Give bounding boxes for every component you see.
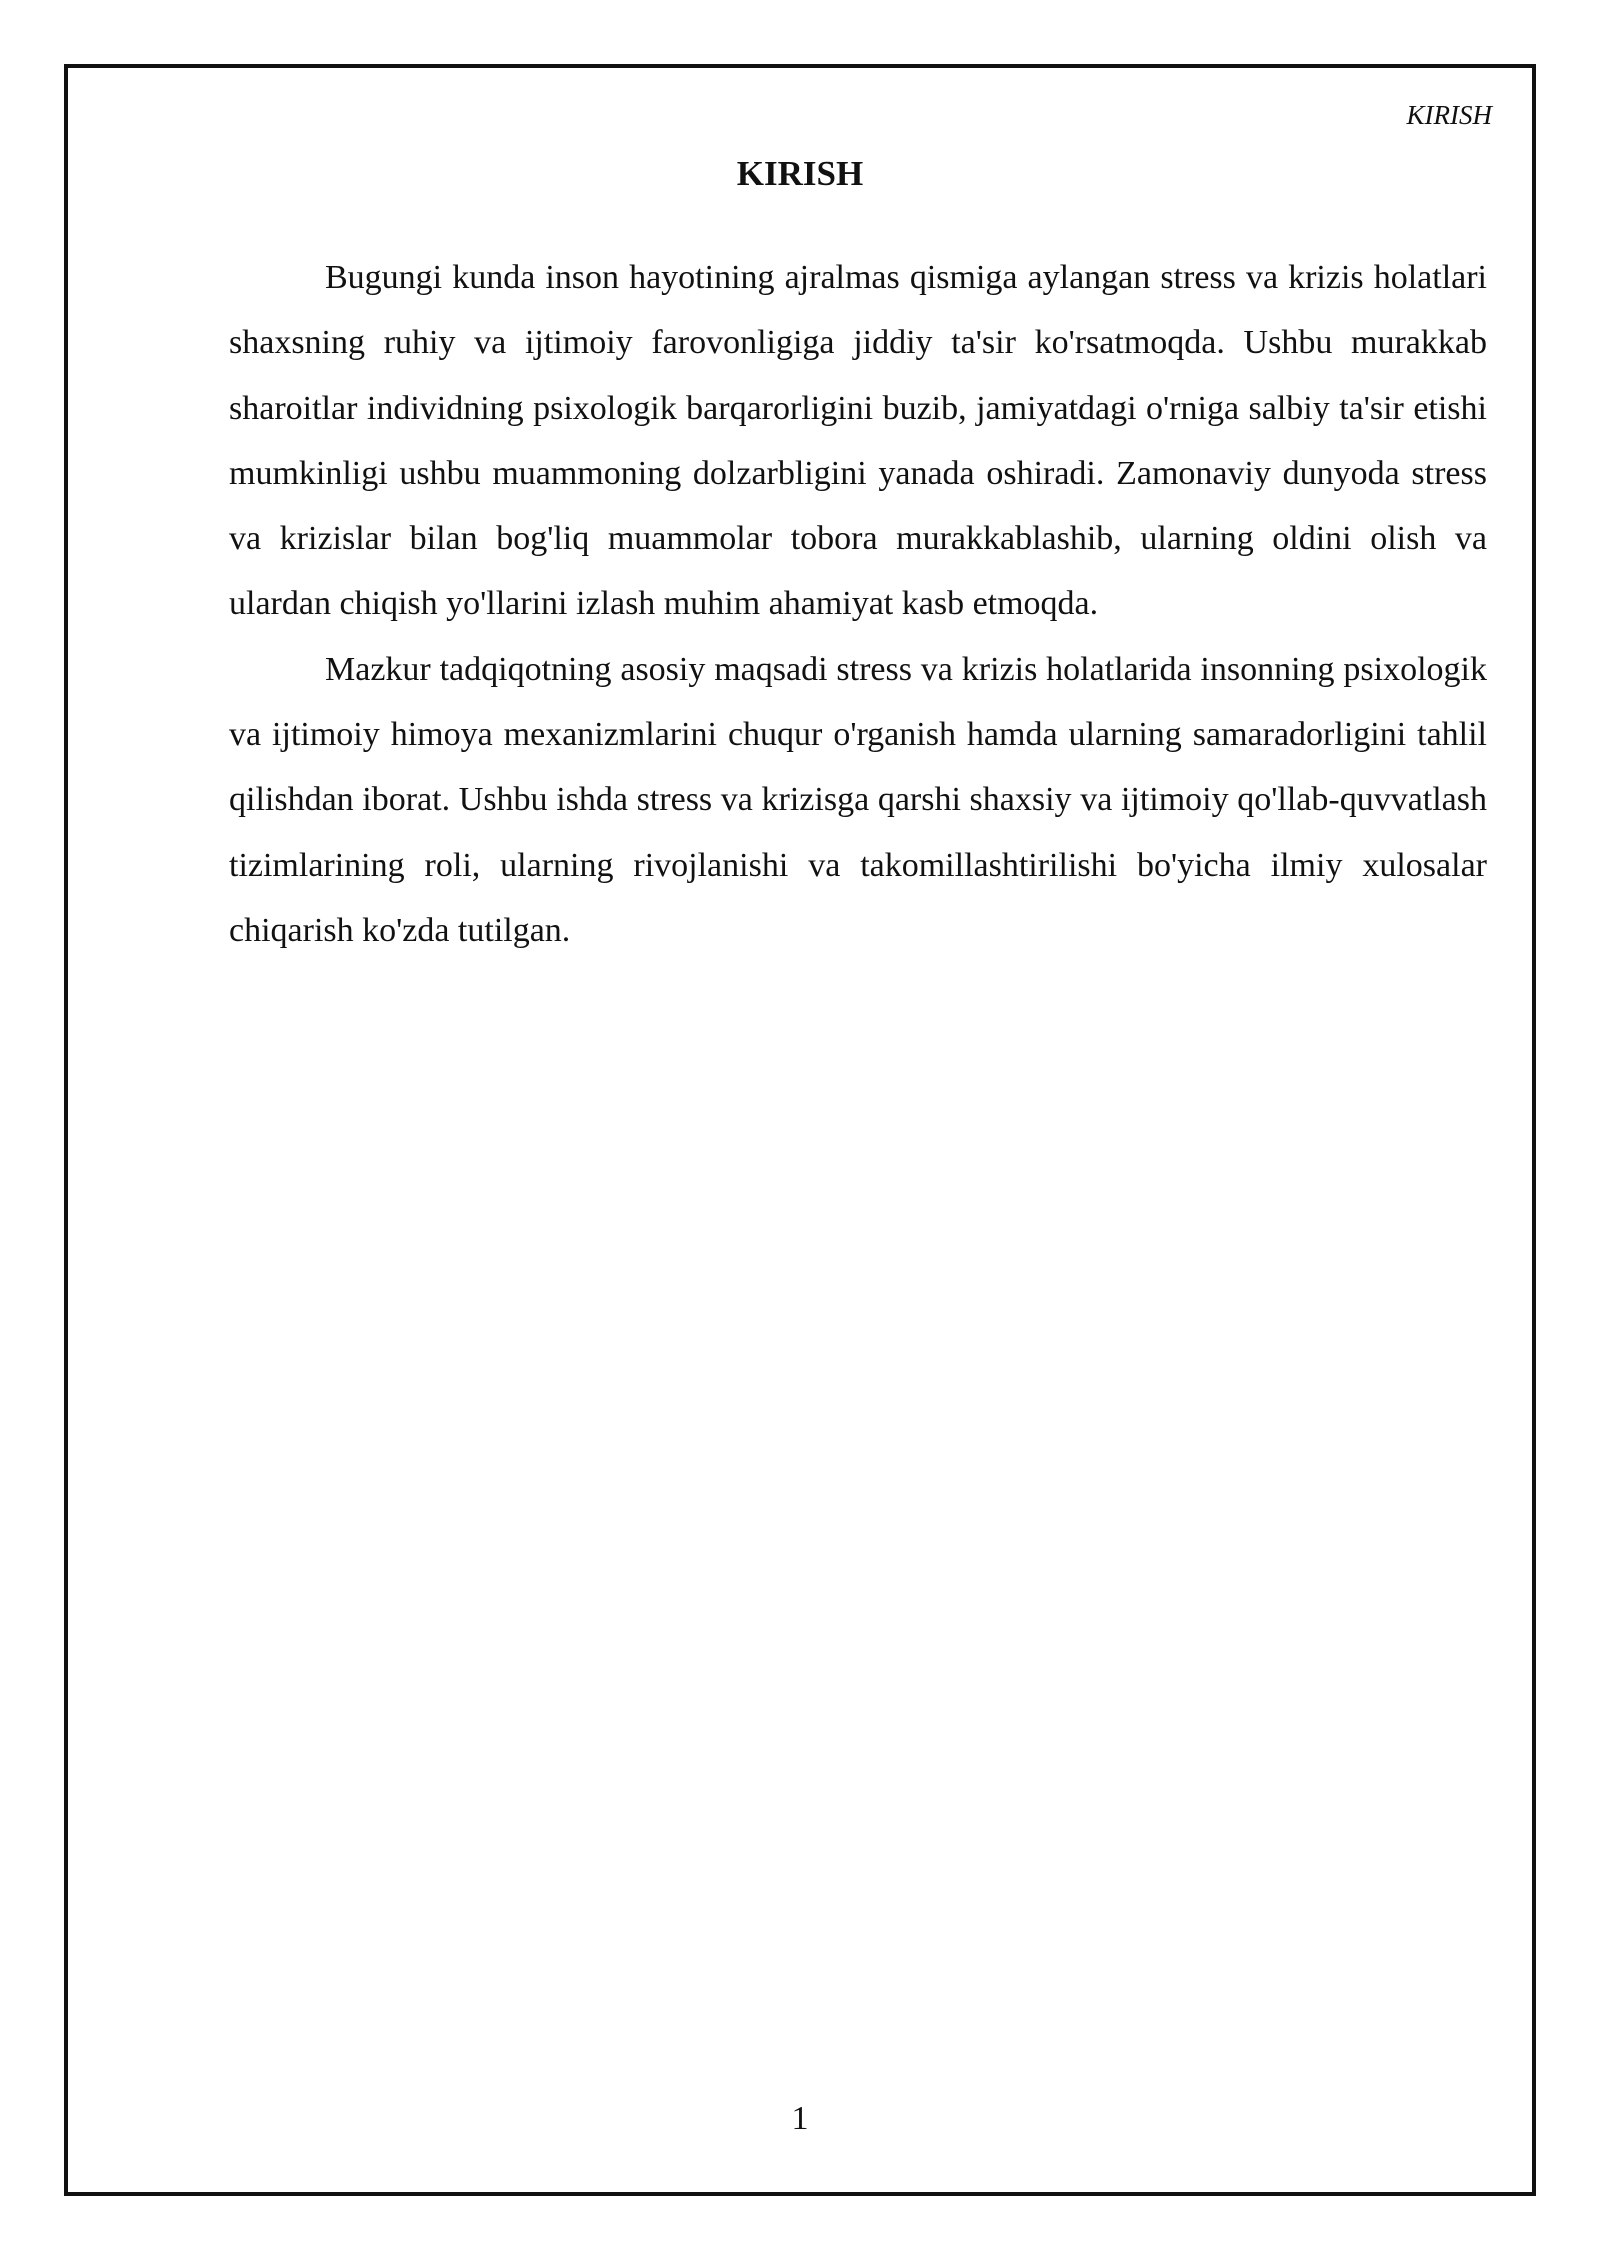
paragraph-1: Bugungi kunda inson hayotining ajralmas qismiga aylangan stress va krizis holatlari shaxsning ruhiy va ijtimoiy farovonligiga jiddiy ta'sir ko'rsatmoqda. Ushbu murakkab sharoitlar individning psixologik barqarorligini buzib, jamiyatdagi o'rniga salbiy ta'sir etishi mumkinligi ushbu muammoning dolzarbligini yanada oshiradi. Zamonaviy dunyoda stress va krizislar bilan bog'liq muammolar tobora murakkablashib, ularning oldini olish va ulardan chiqish yo'llarini izlash muhim ahamiyat kasb etmoqda. [229,259,1487,623]
document-body [229,245,1487,963]
page-number: 1 [791,2100,809,2137]
page-title: KIRISH [736,154,864,193]
paragraph-2: Mazkur tadqiqotning asosiy maqsadi stress va krizis holatlarida insonning psixologik va ijtimoiy himoya mexanizmlarini chuqur o'rganish hamda ularning samaradorligini tahlil qilishdan iborat. Ushbu ishda stress va krizisga qarshi shaxsiy va ijtimoiy qo'llab-quvvatlash tizimlarining roli, ularning rivojlanishi va takomillashtirilishi bo'yicha ilmiy xulosalar chiqarish ko'zda tutilgan. [229,650,1487,949]
running-header: KIRISH [1406,100,1492,130]
